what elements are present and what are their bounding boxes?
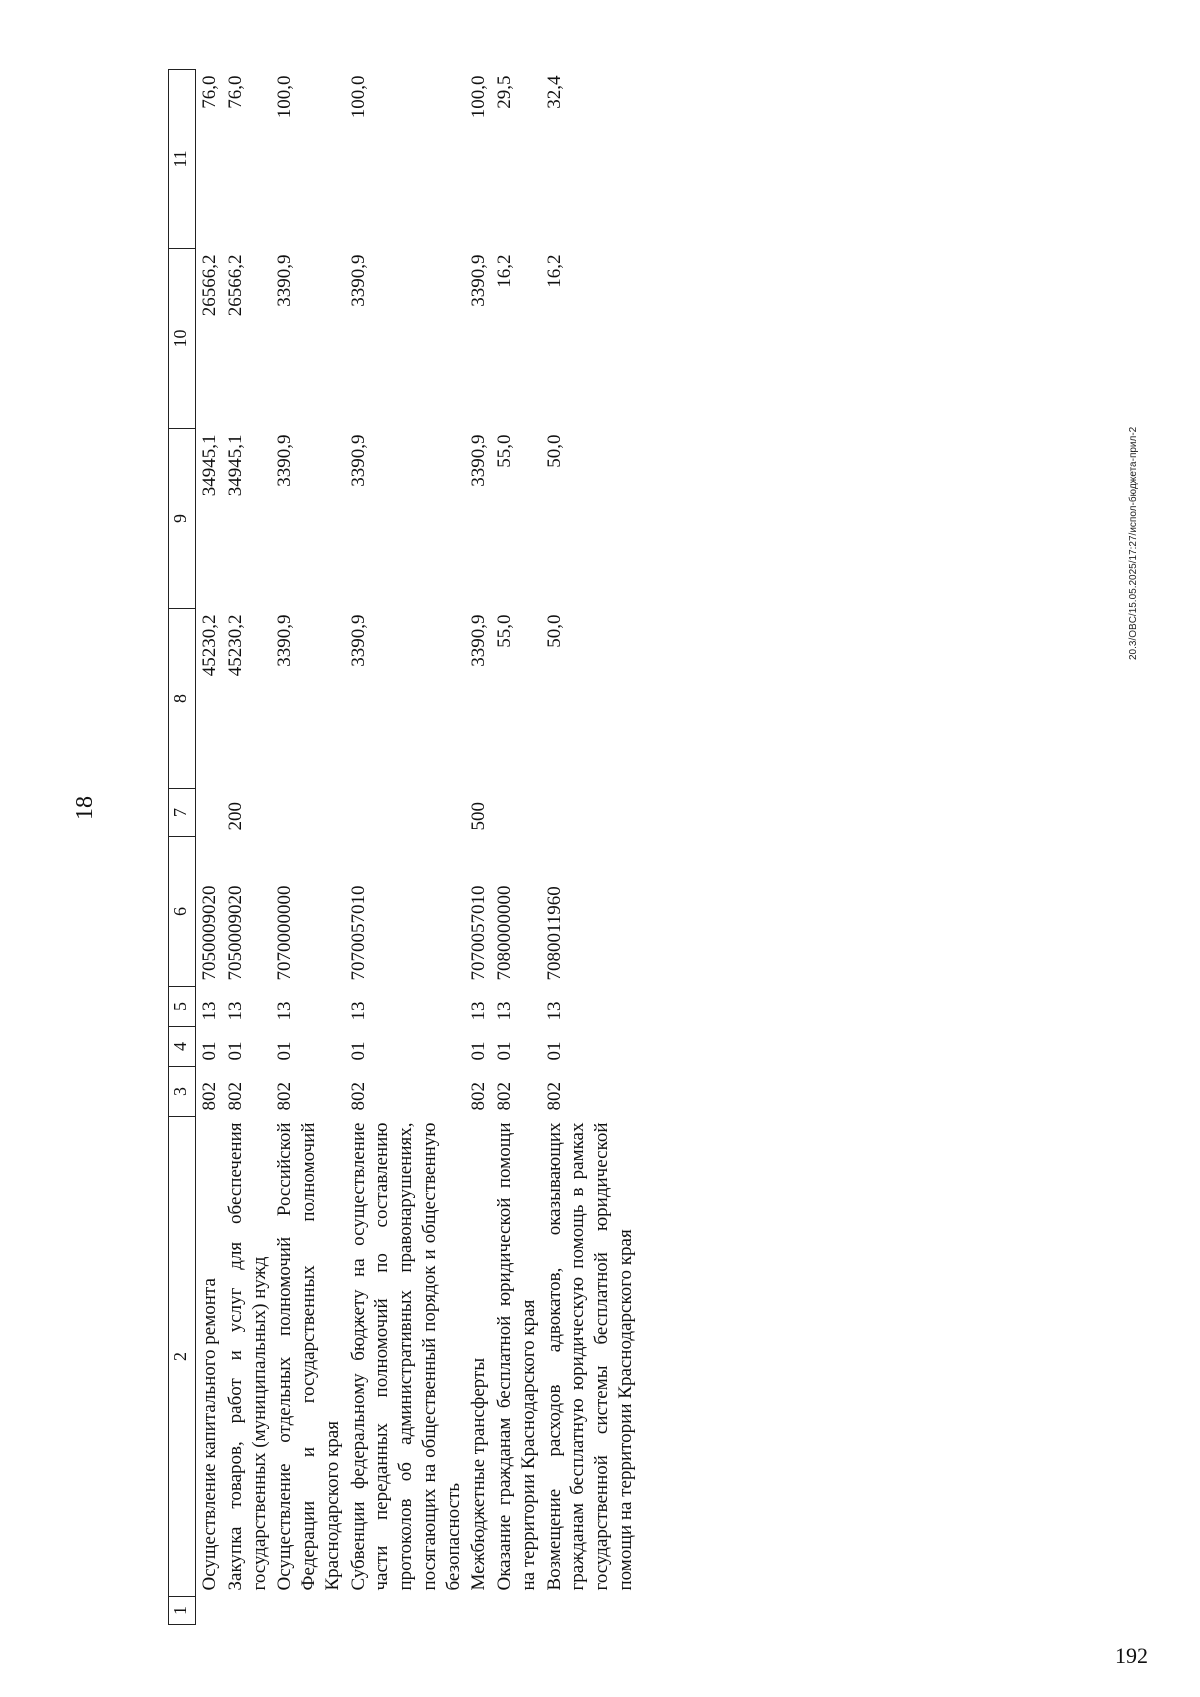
col-header-6: 6 xyxy=(169,837,196,987)
cell-ved: 802 xyxy=(199,1082,220,1111)
cell-rz: 01 xyxy=(199,1041,220,1061)
cell-description: Осуществление капитального ремонта xyxy=(199,1278,220,1591)
cell-pr: 13 xyxy=(274,1001,296,1021)
cell-description: Оказание гражданам бесплатной юридической помощи на территории Краснодарского края xyxy=(494,1122,539,1591)
col-header-10: 10 xyxy=(169,249,196,429)
cell-csr: 7070000000 xyxy=(274,885,296,981)
cell-col10: 16,2 xyxy=(494,254,515,288)
table-row xyxy=(541,70,638,1625)
cell-col11: 100,0 xyxy=(468,75,490,119)
col-header-8: 8 xyxy=(169,609,196,789)
cell-index xyxy=(541,1597,638,1625)
cell-col11: 29,5 xyxy=(494,75,515,109)
budget-table xyxy=(168,69,638,1625)
cell-index xyxy=(491,1597,541,1625)
cell-rz: 01 xyxy=(543,1041,565,1061)
table-row xyxy=(271,70,344,1625)
cell-vr xyxy=(491,789,541,837)
cell-rz: 01 xyxy=(468,1041,490,1061)
cell-index xyxy=(271,1597,344,1625)
cell-pr: 13 xyxy=(468,1001,490,1021)
cell-col9: 34945,1 xyxy=(224,434,246,497)
cell-col11: 76,0 xyxy=(224,75,246,109)
cell-col8: 50,0 xyxy=(543,614,565,648)
cell-description: Субвенции федеральному бюджету на осуществление части переданных полномочий по составлению протоколов об административных правонарушениях, посягающих на общественный порядок и общественную безопасность xyxy=(347,1122,464,1591)
col-header-11: 11 xyxy=(169,70,196,249)
cell-pr: 13 xyxy=(224,1001,246,1021)
cell-ved: 802 xyxy=(224,1082,246,1111)
cell-index xyxy=(465,1597,491,1625)
cell-col11: 100,0 xyxy=(347,75,369,119)
col-header-5: 5 xyxy=(169,987,196,1027)
cell-col8: 3390,9 xyxy=(468,614,490,667)
cell-vr xyxy=(196,789,222,837)
cell-col11: 100,0 xyxy=(274,75,296,119)
cell-pr: 13 xyxy=(494,1001,515,1021)
cell-rz: 01 xyxy=(347,1041,369,1061)
cell-description: Закупка товаров, работ и услуг для обеспечения государственных (муниципальных) нужд xyxy=(224,1122,270,1591)
cell-rz: 01 xyxy=(224,1041,246,1061)
cell-vr xyxy=(541,789,638,837)
cell-description: Осуществление отдельных полномочий Российской Федерации и государственных полномочий Краснодарского края xyxy=(274,1122,343,1591)
cell-index xyxy=(345,1597,466,1625)
cell-col8: 3390,9 xyxy=(274,614,296,667)
cell-rz: 01 xyxy=(274,1041,296,1061)
table-row xyxy=(196,70,222,1625)
cell-vr: 500 xyxy=(468,802,490,831)
cell-csr: 7080011960 xyxy=(543,886,565,981)
table-header-row xyxy=(169,70,196,1625)
cell-col11: 32,4 xyxy=(543,75,565,109)
col-header-7: 7 xyxy=(169,789,196,837)
table-row xyxy=(345,70,466,1625)
cell-ved: 802 xyxy=(274,1082,296,1111)
col-header-4: 4 xyxy=(169,1027,196,1067)
cell-csr: 7080000000 xyxy=(494,885,515,981)
cell-vr: 200 xyxy=(224,802,246,831)
col-header-3: 3 xyxy=(169,1067,196,1117)
cell-vr xyxy=(271,789,344,837)
cell-col10: 16,2 xyxy=(543,254,565,288)
table-row xyxy=(222,70,272,1625)
cell-col10: 3390,9 xyxy=(347,254,369,307)
cell-csr: 7050009020 xyxy=(224,885,246,981)
budget-table-rotated xyxy=(168,70,928,1625)
cell-col9: 3390,9 xyxy=(347,434,369,487)
cell-col9: 3390,9 xyxy=(274,434,296,487)
cell-pr: 13 xyxy=(199,1001,220,1021)
table-row xyxy=(491,70,541,1625)
cell-ved: 802 xyxy=(468,1082,490,1111)
cell-ved: 802 xyxy=(347,1082,369,1111)
cell-pr: 13 xyxy=(347,1001,369,1021)
cell-index xyxy=(222,1597,272,1625)
cell-col11: 76,0 xyxy=(199,75,220,109)
cell-col8: 55,0 xyxy=(494,614,515,648)
cell-col9: 50,0 xyxy=(543,434,565,468)
cell-vr xyxy=(345,789,466,837)
cell-description: Возмещение расходов адвокатов, оказывающих гражданам бесплатную юридическую помощь в рамках государственной системы бесплатной юридической помощи на территории Краснодарского края xyxy=(543,1122,636,1591)
col-header-9: 9 xyxy=(169,429,196,609)
cell-col10: 3390,9 xyxy=(468,254,490,307)
cell-description: Межбюджетные трансферты xyxy=(468,1357,490,1591)
cell-rz: 01 xyxy=(494,1041,515,1061)
cell-col10: 26566,2 xyxy=(224,254,246,317)
cell-col9: 3390,9 xyxy=(468,434,490,487)
cell-pr: 13 xyxy=(543,1001,565,1021)
cell-col10: 3390,9 xyxy=(274,254,296,307)
cell-col8: 45230,2 xyxy=(224,614,246,677)
cell-csr: 7050009020 xyxy=(199,885,220,981)
cell-col8: 45230,2 xyxy=(199,614,220,677)
table-row xyxy=(465,70,491,1625)
cell-csr: 7070057010 xyxy=(468,885,490,981)
cell-col9: 34945,1 xyxy=(199,434,220,497)
col-header-2: 2 xyxy=(169,1117,196,1597)
cell-ved: 802 xyxy=(494,1082,515,1111)
cell-index xyxy=(196,1597,222,1625)
document-stamp: 20.3/OBC/15.05.2025/17:27/испол-бюджета-прил-2 xyxy=(1128,426,1139,660)
cell-col10: 26566,2 xyxy=(199,254,220,317)
cell-ved: 802 xyxy=(543,1082,565,1111)
cell-csr: 7070057010 xyxy=(347,885,369,981)
page-number-top: 18 xyxy=(72,796,98,820)
cell-col8: 3390,9 xyxy=(347,614,369,667)
col-header-1: 1 xyxy=(169,1597,196,1625)
cell-col9: 55,0 xyxy=(494,434,515,468)
page-number-bottom: 192 xyxy=(1115,1643,1148,1668)
